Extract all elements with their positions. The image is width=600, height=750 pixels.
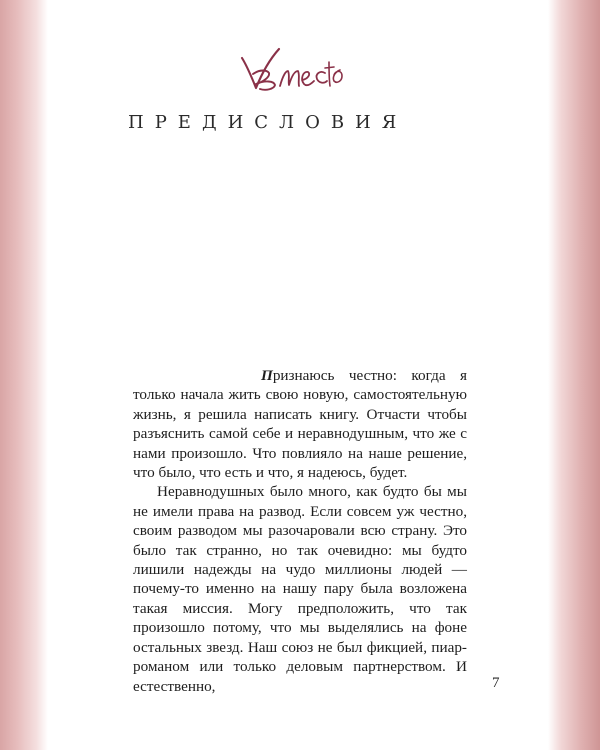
page-number: 7 (492, 675, 500, 691)
paragraph-1-text: ризнаюсь честно: когда я только начала жить свою новую, самостоятельную жизнь, я решила написать книгу. Отчасти чтобы разъяснить самой себе и неравнодушным, что же с нами произошло. Что повлияло на наше решение, что было, что есть и что, я надеюсь, будет. (133, 367, 467, 482)
paragraph-1 (133, 366, 467, 482)
paragraph-2: Неравнодушных было много, как будто бы мы не имели права на развод. Если совсем уж честно, своим разводом мы разочаровали всю страну. Это было так странно, но так очевидно: мы будто лишили надежды на чудо миллионы людей — почему-то именно на нашу пару была возложена такая миссия. Могу предположить, что так произошло потому, что мы выделялись на фоне остальных звезд. Наш союз не был фикцией, пиар-романом или только деловым партнерством. И естественно, (133, 483, 467, 695)
page-edge-right (548, 0, 600, 750)
script-heading (232, 40, 344, 96)
chapter-heading: ПРЕДИСЛОВИЯ (128, 112, 408, 133)
page-edge-left (0, 0, 48, 750)
script-heading-lettering (232, 40, 344, 96)
body-text (133, 366, 467, 696)
initial-letter: П (261, 367, 273, 384)
